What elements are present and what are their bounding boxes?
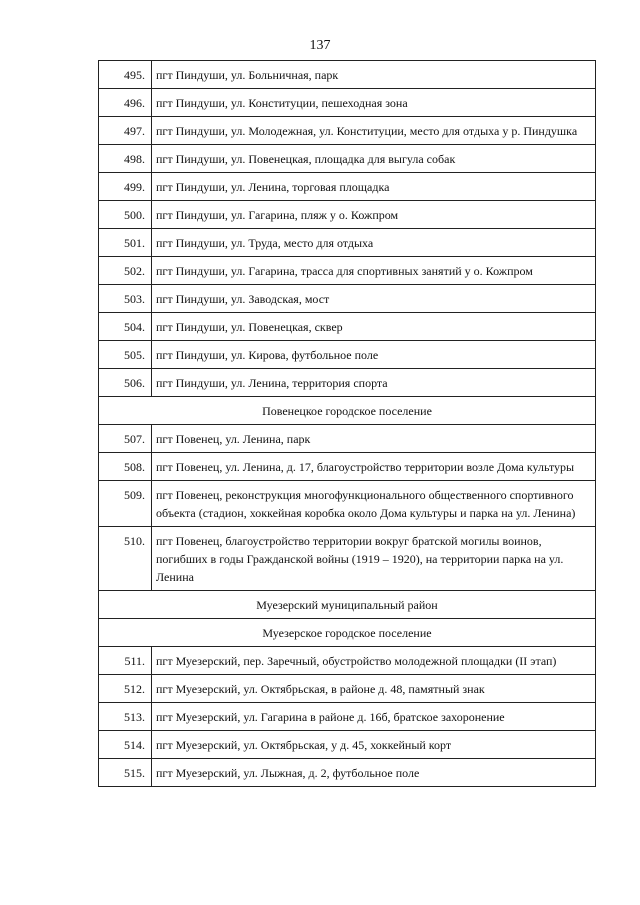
row-number: 511. <box>99 647 152 675</box>
row-number: 507. <box>99 425 152 453</box>
section-header-row <box>99 397 596 425</box>
row-number: 501. <box>99 229 152 257</box>
row-number: 495. <box>99 61 152 89</box>
row-description: пгт Пиндуши, ул. Молодежная, ул. Конституции, место для отдыха у р. Пиндушка <box>152 117 596 145</box>
row-number: 509. <box>99 481 152 527</box>
row-number: 502. <box>99 257 152 285</box>
section-title: Повенецкое городское поселение <box>99 397 596 425</box>
objects-table <box>98 60 596 787</box>
section-title: Муезерское городское поселение <box>99 619 596 647</box>
row-number: 515. <box>99 759 152 787</box>
row-description: пгт Повенец, ул. Ленина, парк <box>152 425 596 453</box>
table-row <box>99 703 596 731</box>
page-number: 137 <box>309 38 331 53</box>
row-number: 497. <box>99 117 152 145</box>
objects-table-body <box>99 61 596 787</box>
table-row <box>99 117 596 145</box>
table-row <box>99 527 596 591</box>
row-number: 499. <box>99 173 152 201</box>
row-description: пгт Пиндуши, ул. Гагарина, пляж у о. Кожпром <box>152 201 596 229</box>
row-description: пгт Пиндуши, ул. Ленина, торговая площадка <box>152 173 596 201</box>
row-number: 496. <box>99 89 152 117</box>
table-row <box>99 145 596 173</box>
table-row <box>99 229 596 257</box>
row-number: 512. <box>99 675 152 703</box>
table-row <box>99 285 596 313</box>
row-number: 504. <box>99 313 152 341</box>
table-row <box>99 759 596 787</box>
row-description: пгт Пиндуши, ул. Труда, место для отдыха <box>152 229 596 257</box>
row-number: 513. <box>99 703 152 731</box>
table-row <box>99 313 596 341</box>
row-description: пгт Пиндуши, ул. Заводская, мост <box>152 285 596 313</box>
row-description: пгт Муезерский, пер. Заречный, обустройство молодежной площадки (II этап) <box>152 647 596 675</box>
section-header-row <box>99 619 596 647</box>
table-row <box>99 341 596 369</box>
row-number: 500. <box>99 201 152 229</box>
row-number: 514. <box>99 731 152 759</box>
row-number: 503. <box>99 285 152 313</box>
table-row <box>99 731 596 759</box>
table-row <box>99 61 596 89</box>
section-header-row <box>99 591 596 619</box>
row-description: пгт Муезерский, ул. Октябрьская, у д. 45, хоккейный корт <box>152 731 596 759</box>
row-description: пгт Муезерский, ул. Октябрьская, в районе д. 48, памятный знак <box>152 675 596 703</box>
row-number: 498. <box>99 145 152 173</box>
row-description: пгт Пиндуши, ул. Гагарина, трасса для спортивных занятий у о. Кожпром <box>152 257 596 285</box>
table-row <box>99 173 596 201</box>
table-row <box>99 369 596 397</box>
row-description: пгт Пиндуши, ул. Кирова, футбольное поле <box>152 341 596 369</box>
row-description: пгт Пиндуши, ул. Больничная, парк <box>152 61 596 89</box>
table-row <box>99 675 596 703</box>
table-row <box>99 201 596 229</box>
row-description: пгт Пиндуши, ул. Повенецкая, сквер <box>152 313 596 341</box>
table-row <box>99 453 596 481</box>
row-number: 510. <box>99 527 152 591</box>
row-number: 505. <box>99 341 152 369</box>
table-row <box>99 89 596 117</box>
table-row <box>99 647 596 675</box>
row-description: пгт Пиндуши, ул. Ленина, территория спорта <box>152 369 596 397</box>
row-description: пгт Повенец, благоустройство территории вокруг братской могилы воинов, погибших в годы Гражданской войны (1919 – 1920), на территории парка на ул. Ленина <box>152 527 596 591</box>
table-row <box>99 257 596 285</box>
table-row <box>99 425 596 453</box>
row-number: 506. <box>99 369 152 397</box>
section-title: Муезерский муниципальный район <box>99 591 596 619</box>
row-description: пгт Муезерский, ул. Гагарина в районе д. 16б, братское захоронение <box>152 703 596 731</box>
row-description: пгт Пиндуши, ул. Повенецкая, площадка для выгула собак <box>152 145 596 173</box>
table-row <box>99 481 596 527</box>
row-description: пгт Повенец, реконструкция многофункционального общественного спортивного объекта (стадион, хоккейная коробка около Дома культуры и парка на ул. Ленина) <box>152 481 596 527</box>
row-description: пгт Муезерский, ул. Лыжная, д. 2, футбольное поле <box>152 759 596 787</box>
row-description: пгт Повенец, ул. Ленина, д. 17, благоустройство территории возле Дома культуры <box>152 453 596 481</box>
row-description: пгт Пиндуши, ул. Конституции, пешеходная зона <box>152 89 596 117</box>
row-number: 508. <box>99 453 152 481</box>
